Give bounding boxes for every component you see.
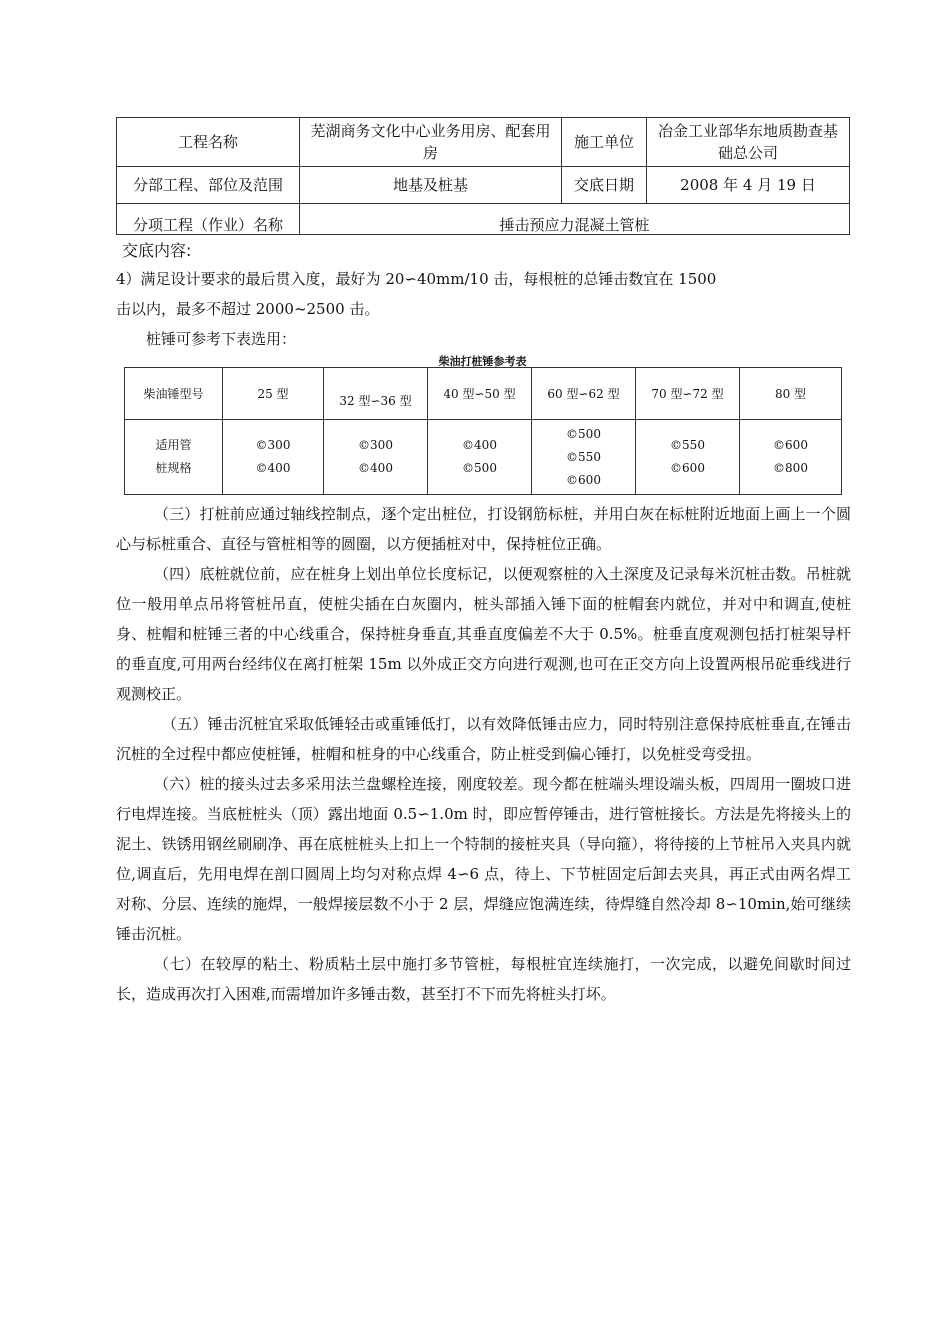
spec-cell — [428, 420, 532, 495]
intro-line: 4）满足设计要求的最后贯入度，最好为 20∽40mm/10 击，每根桩的总锤击数宜在 1500 — [116, 270, 717, 288]
item-value: 捶击预应力混凝土管桩 — [300, 204, 850, 235]
body-text — [116, 499, 851, 1009]
spec-value: ©400 — [462, 438, 497, 452]
table-header-row — [125, 368, 842, 420]
header-cell-text: 32 型∽36 型 — [339, 394, 412, 408]
spec-value: ©600 — [670, 461, 705, 475]
header-cell: 25 型 — [223, 368, 324, 420]
subdivision-label: 分部工程、部位及范围 — [117, 167, 300, 204]
spec-value: ©300 — [358, 438, 393, 452]
row-label-cell — [125, 420, 223, 495]
header-cell: 80 型 — [740, 368, 842, 420]
intro-line: 桩锤可参考下表选用： — [146, 330, 297, 348]
project-info-table — [116, 117, 850, 235]
date-label: 交底日期 — [562, 167, 647, 204]
ref-table-caption: 柴油打桩锤参考表 — [438, 355, 527, 368]
spec-value: ©300 — [255, 438, 291, 452]
spec-value: ©800 — [773, 461, 808, 475]
contractor-value: 冶金工业部华东地质勘查基础总公司 — [647, 118, 850, 167]
spec-cell — [636, 420, 740, 495]
hammer-reference-table — [124, 367, 842, 495]
info-row — [117, 167, 850, 204]
row-label-text: 适用管 — [155, 438, 192, 452]
header-cell: 60 型∽62 型 — [532, 368, 636, 420]
project-name-value: 芜湖商务文化中心业务用房、配套用房 — [300, 118, 562, 167]
item-label: 分项工程（作业）名称 — [117, 204, 300, 235]
paragraph-3: （三）打桩前应通过轴线控制点，逐个定出桩位，打设钢筋标桩，并用白灰在标桩附近地面上画上一个圆心与标桩重合、直径与管桩相等的圆圈，以方便插桩对中，保持桩位正确。 — [116, 505, 851, 553]
spec-value: ©500 — [462, 461, 497, 475]
row-label-text: 桩规格 — [155, 461, 192, 475]
disclosure-title: 交底内容: — [122, 241, 192, 260]
project-name-label: 工程名称 — [117, 118, 300, 167]
info-row — [117, 118, 850, 167]
info-row — [117, 204, 850, 235]
spec-value: ©550 — [670, 438, 705, 452]
contractor-label: 施工单位 — [562, 118, 647, 167]
spec-cell — [740, 420, 842, 495]
paragraph-6: （六）桩的接头过去多采用法兰盘螺栓连接，刚度较差。现今都在桩端头埋设端头板，四周用一圈坡口进行电焊连接。当底桩桩头（顶）露出地面 0.5∽1.0m 时，即应暂停锤击，进行管桩接长。方法是先将接头上的泥土、铁锈用钢丝刷刷净、再在底桩桩头上扣上一个特制的接桩夹具（导向箍），将待接的上节桩吊入夹具内就位,调直后，先用电焊在剖口圆周上均匀对称点焊 4∽6 点，待上、下节桩固定后卸去夹具，再正式由两名焊工对称、分层、连续的施焊，一般焊接层数不小于 2 层，焊缝应饱满连续，待焊缝自然冷却 8∽10min,始可继续锤击沉桩。 — [116, 775, 851, 943]
header-cell: 70 型∽72 型 — [636, 368, 740, 420]
spec-cell — [324, 420, 428, 495]
spec-value: ©600 — [566, 472, 601, 487]
spec-cell — [223, 420, 324, 495]
table-row — [125, 420, 842, 495]
spec-value: ©500 — [566, 426, 601, 441]
header-cell: 40 型∽50 型 — [428, 368, 532, 420]
intro-block — [116, 264, 851, 354]
header-cell: 柴油锤型号 — [125, 368, 223, 420]
paragraph-4: （四）底桩就位前，应在桩身上划出单位长度标记，以便观察桩的入土深度及记录每米沉桩击数。吊桩就位一般用单点吊将管桩吊直，使桩尖插在白灰圈内，桩头部插入锤下面的桩帽套内就位，并对中和调直,使桩身、桩帽和桩锤三者的中心线重合，保持桩身垂直,其垂直度偏差不大于 0.5%。桩垂直度观测包括打桩架导杆的垂直度,可用两台经纬仪在离打桩架 15m 以外成正交方向进行观测,也可在正交方向上设置两根吊砣垂线进行观测校正。 — [116, 565, 851, 703]
paragraph-5: （五）锤击沉桩宜采取低锤轻击或重锤低打，以有效降低锤击应力，同时特别注意保持底桩垂直,在锤击沉桩的全过程中都应使桩锤，桩帽和桩身的中心线重合，防止桩受到偏心锤打，以免桩受弯受扭。 — [116, 715, 851, 763]
spec-cell — [532, 420, 636, 495]
subdivision-value: 地基及桩基 — [300, 167, 562, 204]
spec-value: ©550 — [566, 449, 601, 464]
spec-value: ©400 — [255, 461, 291, 475]
intro-line: 击以内，最多不超过 2000~2500 击。 — [116, 300, 380, 318]
spec-value: ©400 — [358, 461, 393, 475]
spec-value: ©600 — [773, 438, 808, 452]
date-value: 2008 年 4 月 19 日 — [647, 167, 850, 204]
paragraph-7: （七）在较厚的粘土、粉质粘土层中施打多节管桩，每根桩宜连续施打，一次完成，以避免间歇时间过长，造成再次打入困难,而需增加许多锤击数，甚至打不下而先将桩头打坏。 — [116, 955, 851, 1003]
header-cell — [324, 368, 428, 420]
